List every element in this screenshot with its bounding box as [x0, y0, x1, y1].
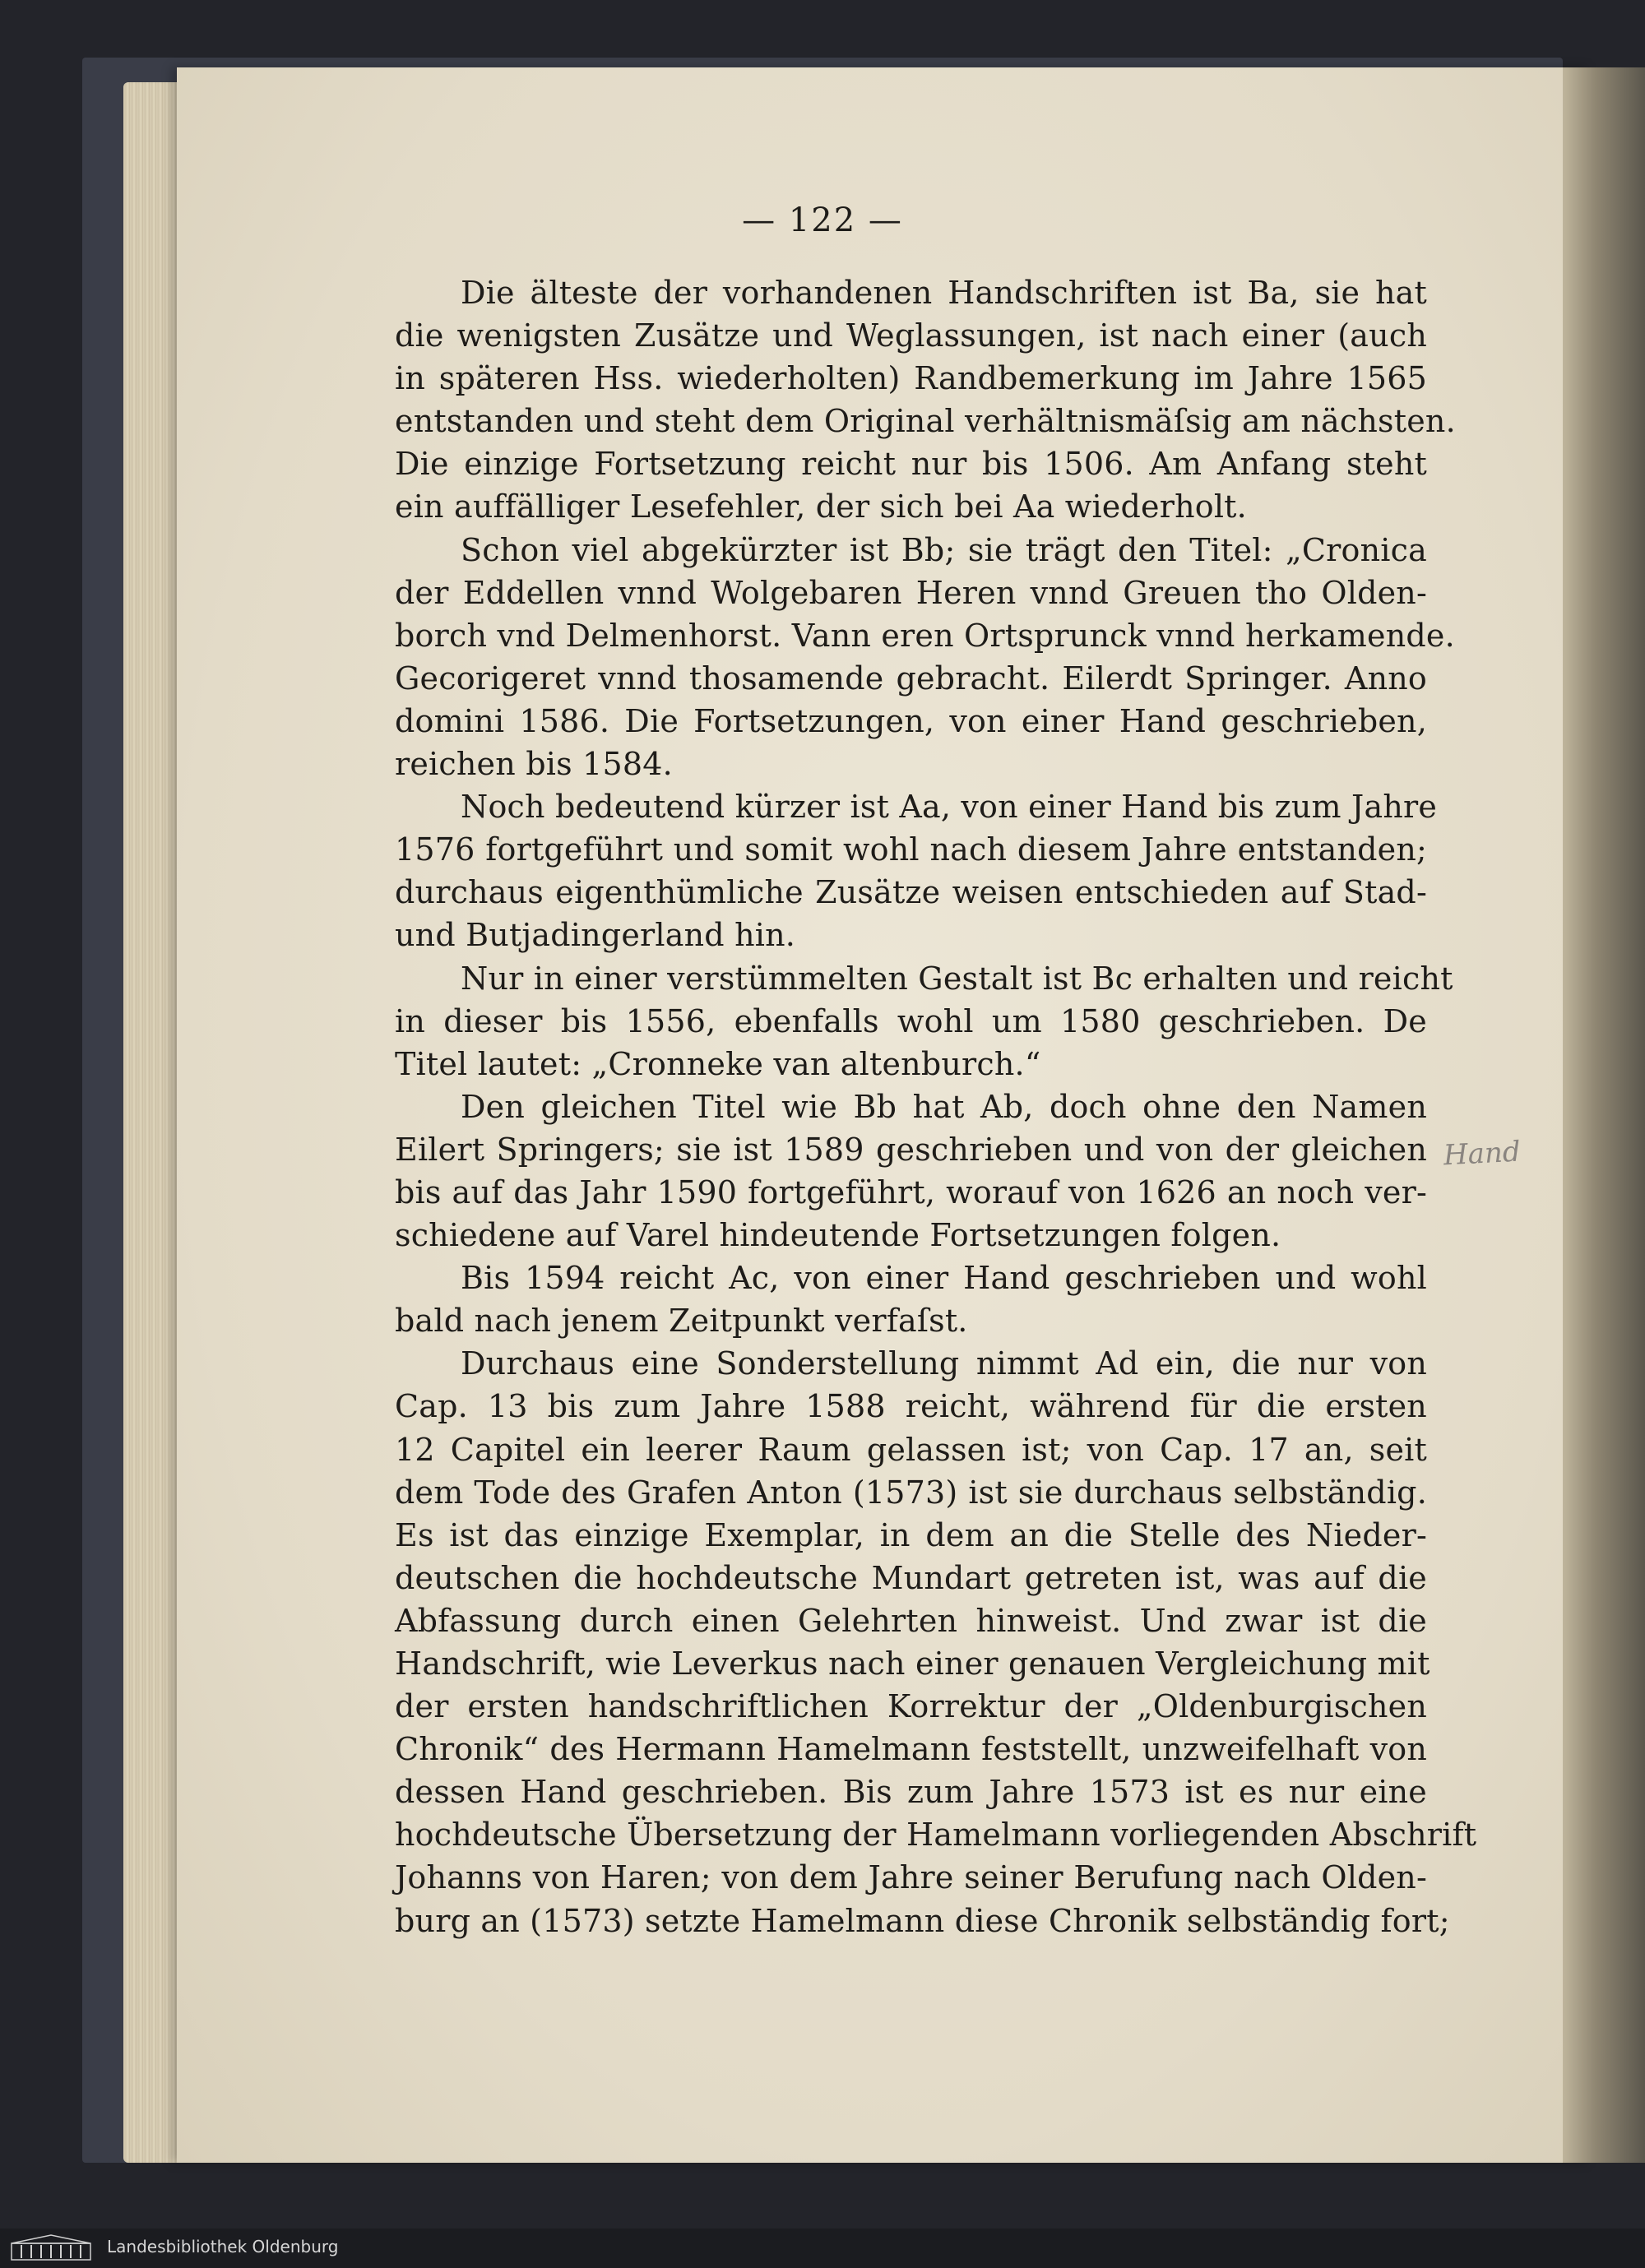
text-line: Den gleichen Titel wie Bb hat Ab, doch ohne den Namen: [461, 1088, 1427, 1125]
text-line: Cap. 13 bis zum Jahre 1588 reicht, während für die ersten: [395, 1388, 1427, 1425]
text-line: die wenigsten Zusätze und Weglassungen, ist nach einer (auch: [395, 317, 1427, 354]
text-line: Nur in einer verstümmelten Gestalt ist Bc erhalten und reicht: [461, 960, 1453, 997]
text-line: Durchaus eine Sonderstellung nimmt Ad ein, die nur von: [461, 1345, 1427, 1382]
text-line: Noch bedeutend kürzer ist Aa, von einer Hand bis zum Jahre: [461, 789, 1438, 826]
book-gutter: [1563, 67, 1645, 2163]
text-line: burg an (1573) setzte Hamelmann diese Chronik selbständig fort;: [395, 1902, 1450, 1939]
text-line: dem Tode des Grafen Anton (1573) ist sie durchaus selbständig.: [395, 1474, 1427, 1511]
text-line: Es ist das einzige Exemplar, in dem an die Stelle des Nieder-: [395, 1516, 1427, 1553]
text-line: entstanden und steht dem Original verhältnismäſsig am nächsten.: [395, 403, 1456, 440]
text-line: und Butjadingerland hin.: [395, 917, 796, 954]
handwritten-margin-note: Hand: [1443, 1135, 1522, 1173]
text-line: deutschen die hochdeutsche Mundart getreten ist, was auf die: [395, 1559, 1427, 1596]
text-line: ein auffälliger Lesefehler, der sich bei Aa wiederholt.: [395, 488, 1247, 525]
library-logo-icon: [10, 2233, 92, 2261]
text-line: schiedene auf Varel hindeutende Fortsetzungen folgen.: [395, 1217, 1281, 1254]
library-name: Landesbibliothek Oldenburg: [107, 2237, 339, 2256]
text-line: Titel lautet: „Cronneke van altenburch.“: [395, 1045, 1041, 1082]
text-line: domini 1586. Die Fortsetzungen, von einer Hand geschrieben,: [395, 702, 1427, 739]
text-line: 1576 fortgeführt und somit wohl nach diesem Jahre entstanden;: [395, 831, 1427, 868]
body-text: [395, 271, 1477, 1942]
text-line: borch vnd Delmenhorst. Vann eren Ortsprunck vnnd herkamende.: [395, 617, 1455, 654]
page-number: — 122 —: [742, 201, 903, 239]
text-line: Die einzige Fortsetzung reicht nur bis 1506. Am Anfang steht: [395, 446, 1427, 483]
text-line: Chronik“ des Hermann Hamelmann feststellt, unzweifelhaft von: [395, 1731, 1427, 1768]
text-line: Abfassung durch einen Gelehrten hinweist. Und zwar ist die: [395, 1602, 1427, 1639]
text-line: Eilert Springers; sie ist 1589 geschrieben und von der gleichen: [395, 1131, 1427, 1168]
text-line: Bis 1594 reicht Ac, von einer Hand geschrieben und wohl: [461, 1260, 1427, 1297]
text-line: Johanns von Haren; von dem Jahre seiner Berufung nach Olden-: [395, 1859, 1427, 1896]
text-line: hochdeutsche Übersetzung der Hamelmann vorliegenden Abschrift: [395, 1817, 1477, 1854]
text-line: Schon viel abgekürzter ist Bb; sie trägt den Titel: „Cronica: [461, 531, 1427, 568]
text-line: dessen Hand geschrieben. Bis zum Jahre 1573 ist es nur eine: [395, 1774, 1427, 1811]
text-line: bis auf das Jahr 1590 fortgeführt, worauf von 1626 an noch ver-: [395, 1173, 1427, 1210]
text-line: Gecorigeret vnnd thosamende gebracht. Eilerdt Springer. Anno: [395, 660, 1427, 697]
text-line: in dieser bis 1556, ebenfalls wohl um 1580 geschrieben. De: [395, 1002, 1427, 1039]
text-line: reichen bis 1584.: [395, 746, 673, 783]
text-line: 12 Capitel ein leerer Raum gelassen ist; von Cap. 17 an, seit: [395, 1431, 1427, 1468]
text-line: durchaus eigenthümliche Zusätze weisen entschieden auf Stad-: [395, 874, 1427, 911]
text-line: der ersten handschriftlichen Korrektur der „Oldenburgischen: [395, 1688, 1427, 1725]
text-line: Handschrift, wie Leverkus nach einer genauen Vergleichung mit: [395, 1645, 1430, 1682]
text-line: bald nach jenem Zeitpunkt verfaſst.: [395, 1303, 968, 1340]
text-line: in späteren Hss. wiederholten) Randbemerkung im Jahre 1565: [395, 360, 1427, 397]
text-line: Die älteste der vorhandenen Handschriften ist Ba, sie hat: [461, 275, 1427, 311]
text-line: der Eddellen vnnd Wolgebaren Heren vnnd Greuen tho Olden-: [395, 574, 1427, 611]
